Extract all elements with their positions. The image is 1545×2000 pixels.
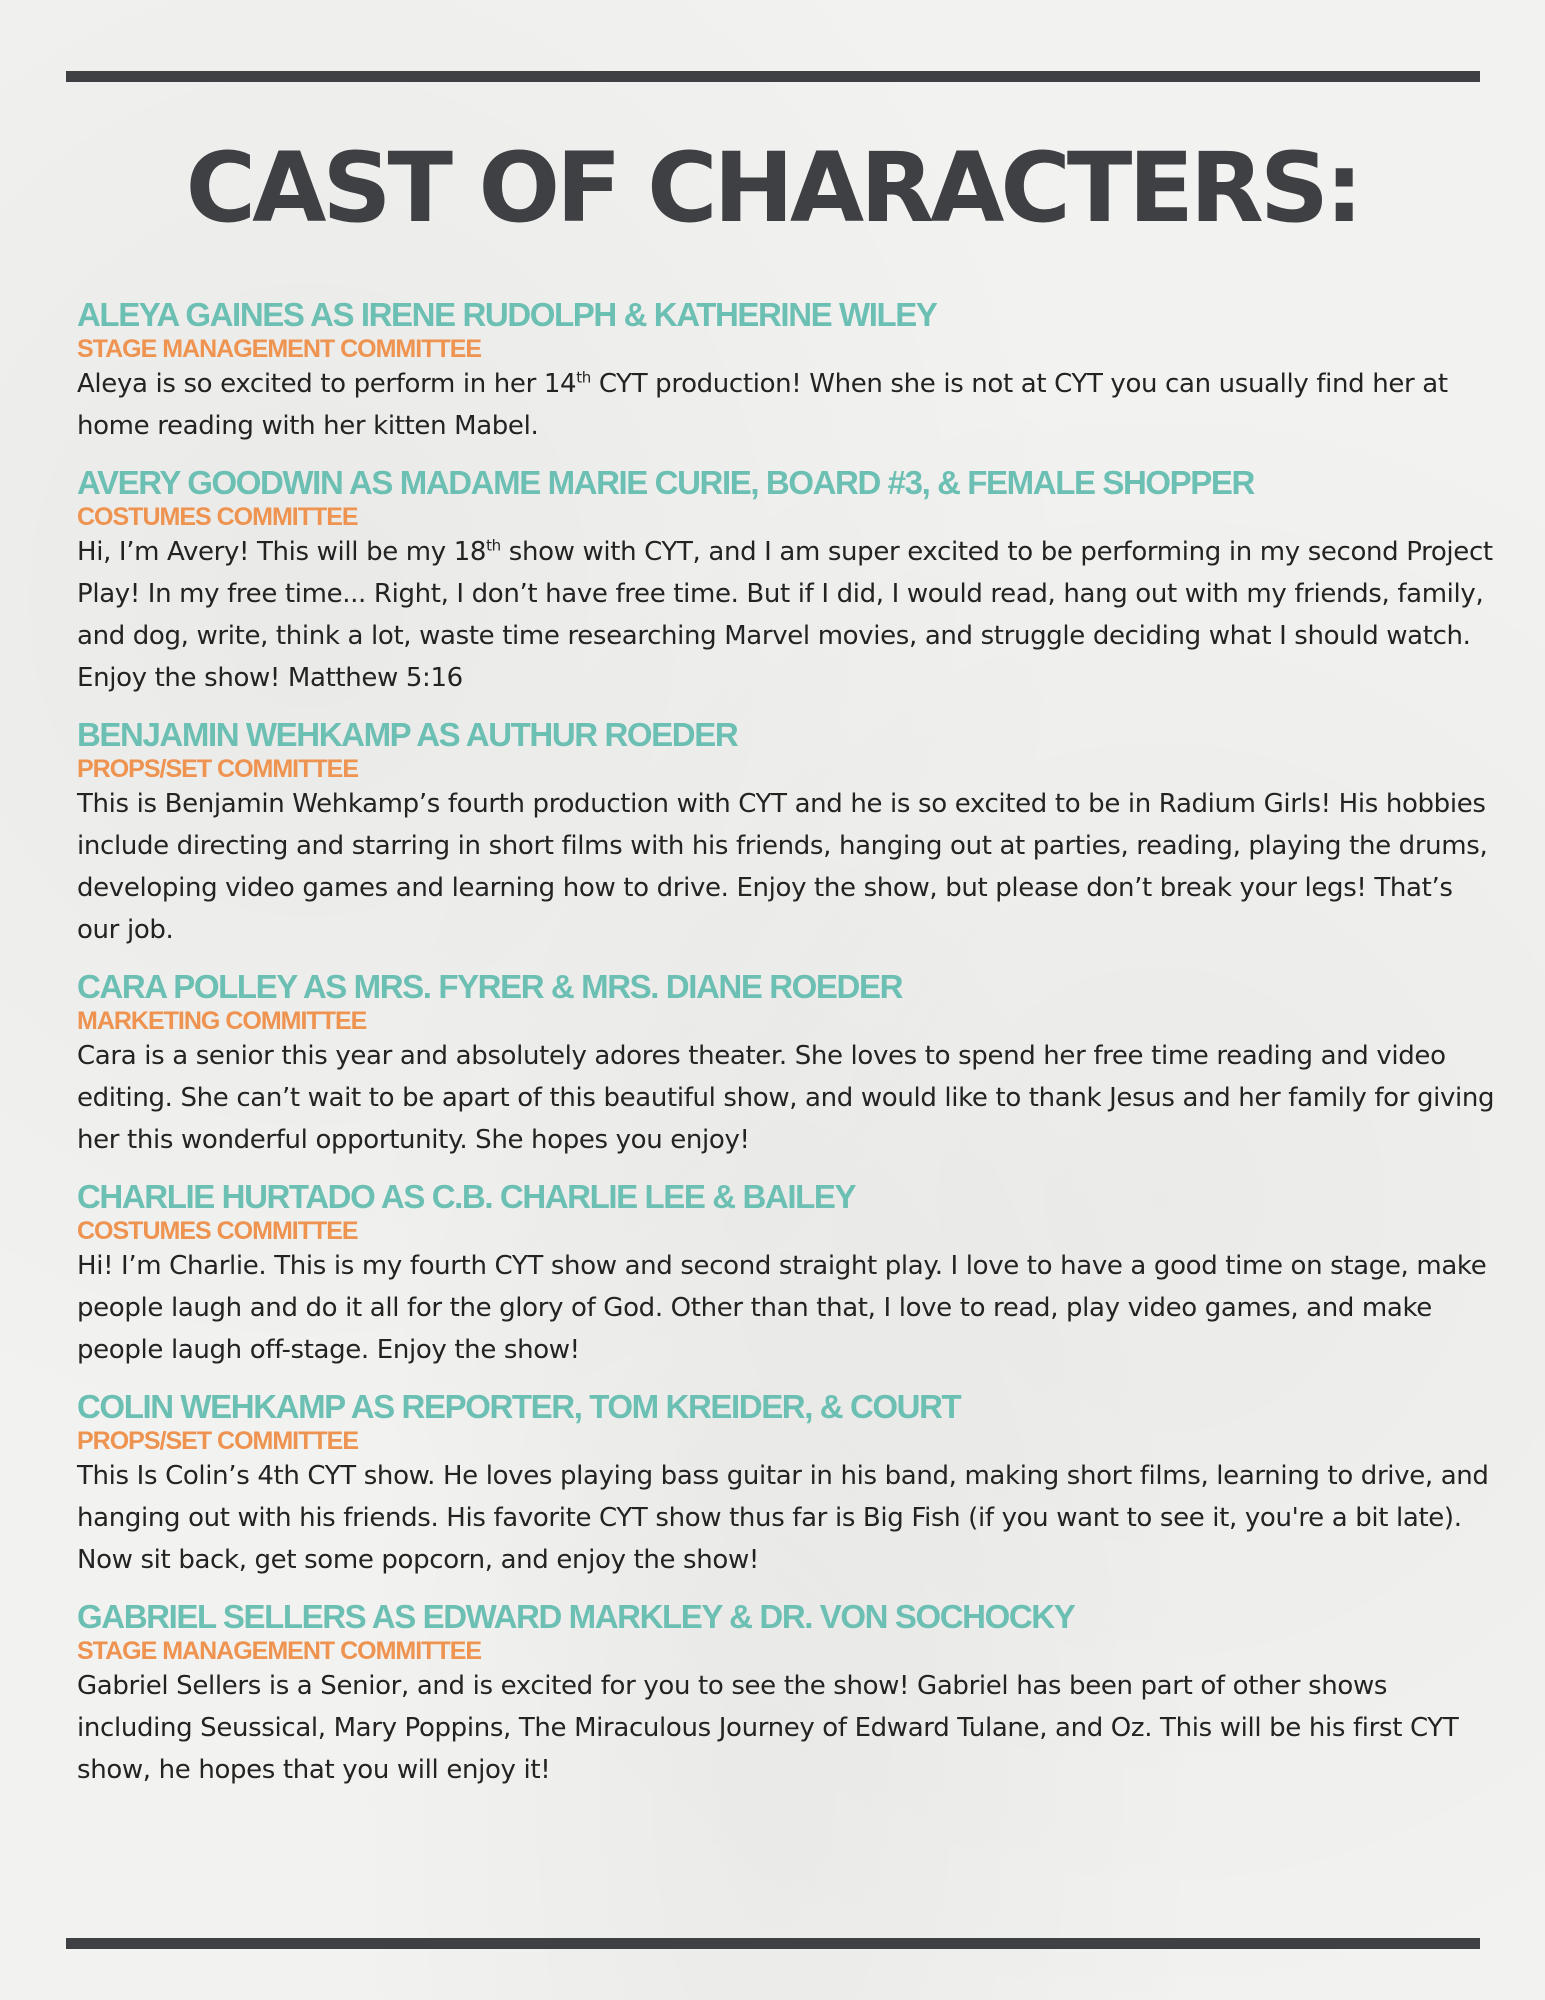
bio-text: show with CYT, and I am super excited to be performing in my second Project Play! In my free time... Right, I don’t have free time. But if I did, I would read, hang out with my friends, family, and dog, write, think a lot, waste time researching Marvel movies, and struggle deciding what I should watch. Enjoy the show! Matthew 5:16 — [77, 537, 1493, 693]
cast-entry-gabriel-sellers — [77, 1597, 1497, 1791]
bio-text: Aleya is so excited to perform in her 14 — [77, 369, 577, 399]
cast-committee: COSTUMES COMMITTEE — [77, 1217, 358, 1245]
cast-bio — [77, 531, 1497, 699]
ordinal-suffix: th — [576, 368, 591, 387]
cast-bio: This is Benjamin Wehkamp’s fourth production with CYT and he is so excited to be in Radium Girls! His hobbies include directing and starring in short films with his friends, hanging out at parties, reading, playing the drums, developing video games and learning how to drive. Enjoy the show, but please don’t break your legs! That’s our job. — [77, 789, 1488, 945]
cast-entry-colin-wehkamp — [77, 1387, 1497, 1581]
cast-entry-cara-polley — [77, 967, 1497, 1161]
cast-role: CHARLIE HURTADO AS C.B. CHARLIE LEE & BAILEY — [77, 1178, 856, 1215]
cast-committee: STAGE MANAGEMENT COMMITTEE — [77, 1637, 482, 1665]
cast-committee: PROPS/SET COMMITTEE — [77, 1427, 359, 1455]
ordinal-suffix: th — [486, 536, 501, 555]
cast-role: AVERY GOODWIN AS MADAME MARIE CURIE, BOARD #3, & FEMALE SHOPPER — [77, 464, 1254, 501]
cast-role: ALEYA GAINES AS IRENE RUDOLPH & KATHERINE WILEY — [77, 296, 937, 333]
cast-bio: This Is Colin’s 4th CYT show. He loves playing bass guitar in his band, making short films, learning to drive, and hanging out with his friends. His favorite CYT show thus far is Big Fish (if you want to see it, you're a bit late). Now sit back, get some popcorn, and enjoy the show! — [77, 1461, 1489, 1575]
bio-text: CYT production! When she is not at CYT you can usually find her at home reading with her kitten Mabel. — [77, 369, 1448, 441]
cast-bio: Gabriel Sellers is a Senior, and is excited for you to see the show! Gabriel has been part of other shows including Seussical, Mary Poppins, The Miraculous Journey of Edward Tulane, and Oz. This will be his first CYT show, he hopes that you will enjoy it! — [77, 1671, 1459, 1785]
cast-committee: PROPS/SET COMMITTEE — [77, 755, 359, 783]
cast-bio — [77, 363, 1497, 447]
page-title: CAST OF CHARACTERS: — [185, 132, 1360, 244]
cast-role: BENJAMIN WEHKAMP AS AUTHUR ROEDER — [77, 716, 738, 753]
cast-bio: Cara is a senior this year and absolutely adores theater. She loves to spend her free time reading and video editing. She can’t wait to be apart of this beautiful show, and would like to thank Jesus and her family for giving her this wonderful opportunity. She hopes you enjoy! — [77, 1041, 1495, 1155]
cast-role: GABRIEL SELLERS AS EDWARD MARKLEY & DR. VON SOCHOCKY — [77, 1598, 1075, 1635]
cast-list — [77, 295, 1497, 1807]
cast-entry-charlie-hurtado — [77, 1177, 1497, 1371]
cast-entry-avery-goodwin — [77, 463, 1497, 699]
bio-text: Hi, I’m Avery! This will be my 18 — [77, 537, 487, 567]
cast-committee: COSTUMES COMMITTEE — [77, 503, 358, 531]
cast-committee: MARKETING COMMITTEE — [77, 1007, 367, 1035]
cast-entry-aleya-gaines — [77, 295, 1497, 447]
cast-bio: Hi! I’m Charlie. This is my fourth CYT show and second straight play. I love to have a good time on stage, make people laugh and do it all for the glory of God. Other than that, I love to read, play video games, and make people laugh off-stage. Enjoy the show! — [77, 1251, 1487, 1365]
top-rule — [66, 71, 1480, 82]
cast-entry-benjamin-wehkamp — [77, 715, 1497, 951]
bottom-rule — [66, 1938, 1480, 1949]
cast-role: CARA POLLEY AS MRS. FYRER & MRS. DIANE ROEDER — [77, 968, 903, 1005]
cast-committee: STAGE MANAGEMENT COMMITTEE — [77, 335, 482, 363]
cast-role: COLIN WEHKAMP AS REPORTER, TOM KREIDER, & COURT — [77, 1388, 961, 1425]
